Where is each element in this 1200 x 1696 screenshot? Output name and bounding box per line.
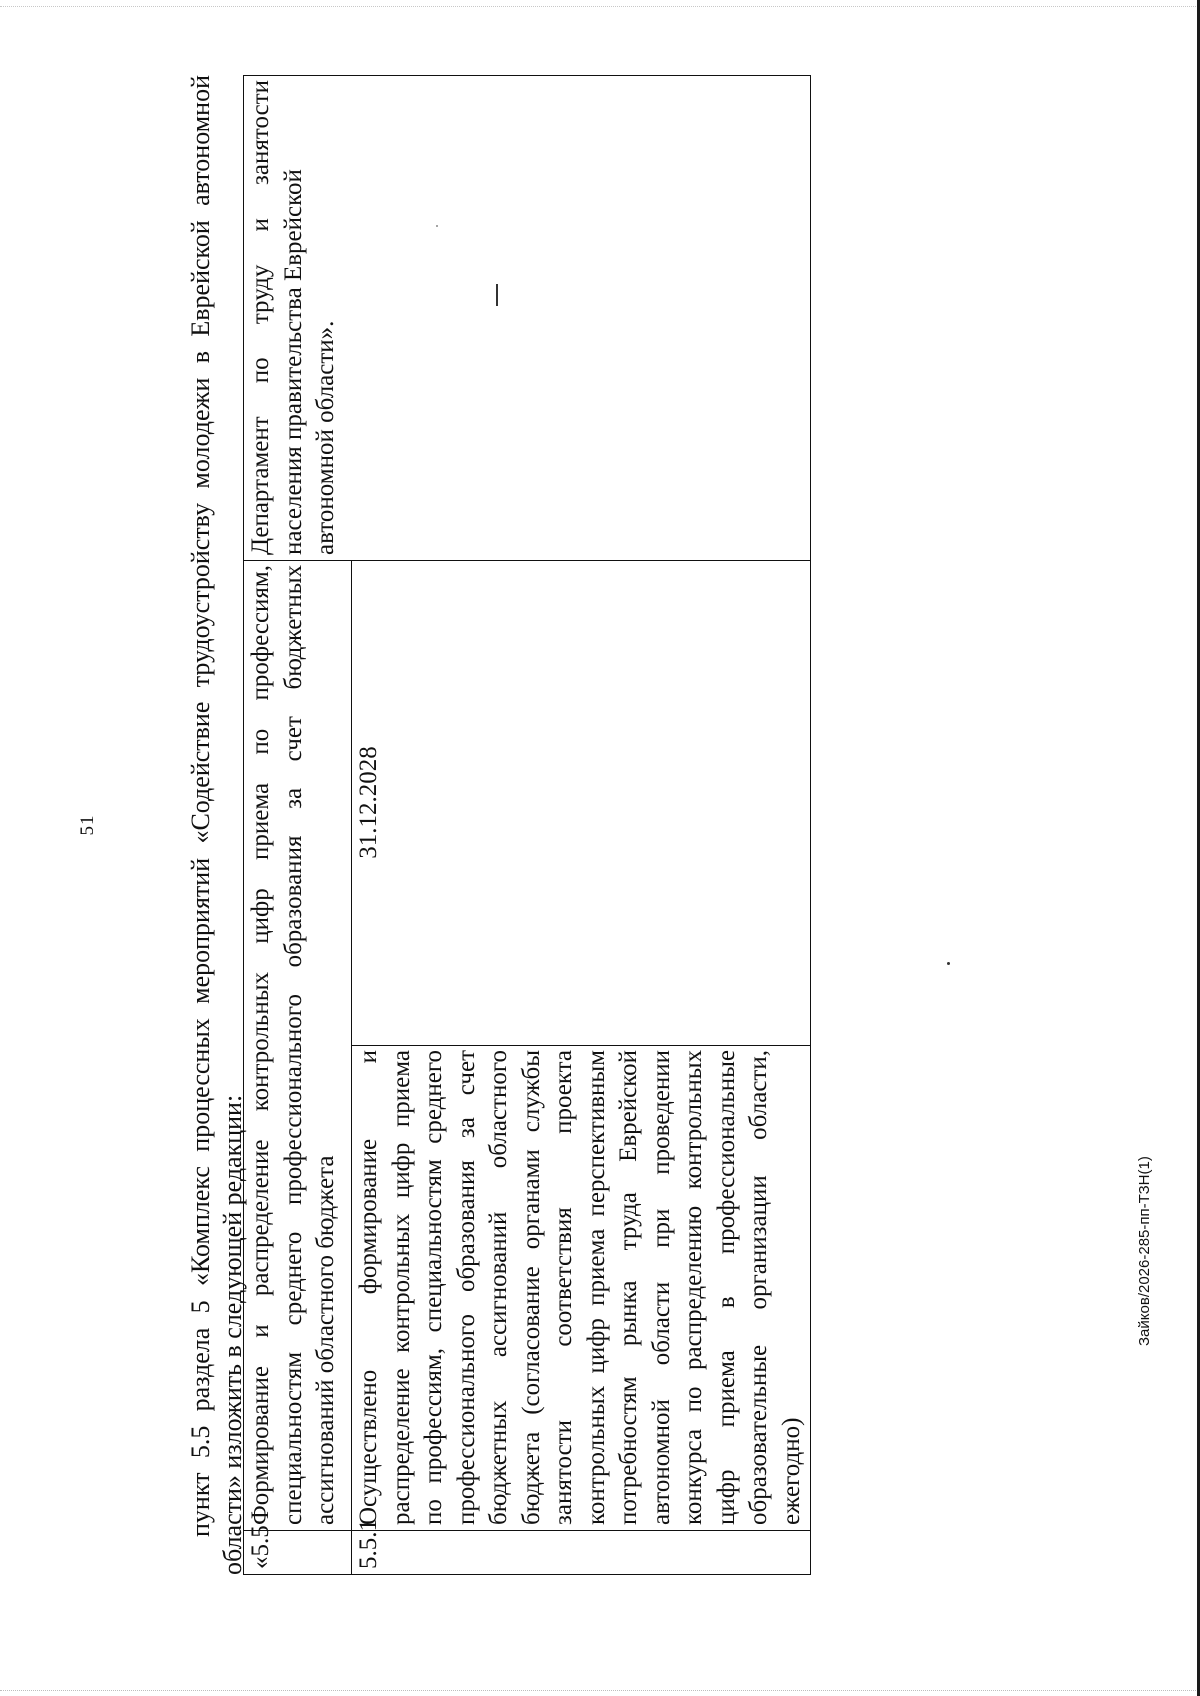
responsible-org: Департамент по труду и занятости населения правительства Еврейской — [247, 80, 307, 555]
measure-name-5-5: Формирование и распределение контрольных цифр приема по профессиям, специальностям среднего профессионального образования за счет бюджетных ассигнований областного бюджета — [244, 561, 352, 1531]
scan-noise-bottom — [0, 1690, 1200, 1691]
responsible-org-tail: автономной области». — [312, 320, 339, 555]
row-number-5-5-1: 5.5.1 — [352, 1531, 811, 1575]
responsible-org-cell — [244, 76, 811, 561]
page-number: 51 — [77, 814, 98, 836]
intro-paragraph: пункт 5.5 раздела 5 «Комплекс процессных мероприятий «Содействие трудоустройству молодежи в Еврейской автономной области» изложить в следующей редакции: — [186, 75, 247, 1575]
measures-table — [243, 75, 811, 1575]
rotated-page-content — [77, 75, 1145, 1575]
scan-noise-top — [0, 6, 1200, 7]
measure-name-5-5-1: Осуществлено формирование и распределение контрольных цифр приема по профессиям, специальностям среднего профессионального образования за счет бюджетных ассигнований областного бюджета (согласование органами службы занятости соответствия проекта контрольных цифр приема перспективным потребностям рынка труда Еврейской автономной области при проведении конкурса по распределению контрольных цифр приема в профессиональные образовательные организации области, ежегодно) — [352, 1046, 811, 1531]
document-code: Зайков/2026-285-пп-ТЗН(1) — [1136, 1156, 1153, 1346]
row-number-5-5: «5.5 — [244, 1531, 352, 1575]
table-row — [244, 76, 352, 1575]
deadline-date: 31.12.2028 — [352, 561, 811, 1046]
